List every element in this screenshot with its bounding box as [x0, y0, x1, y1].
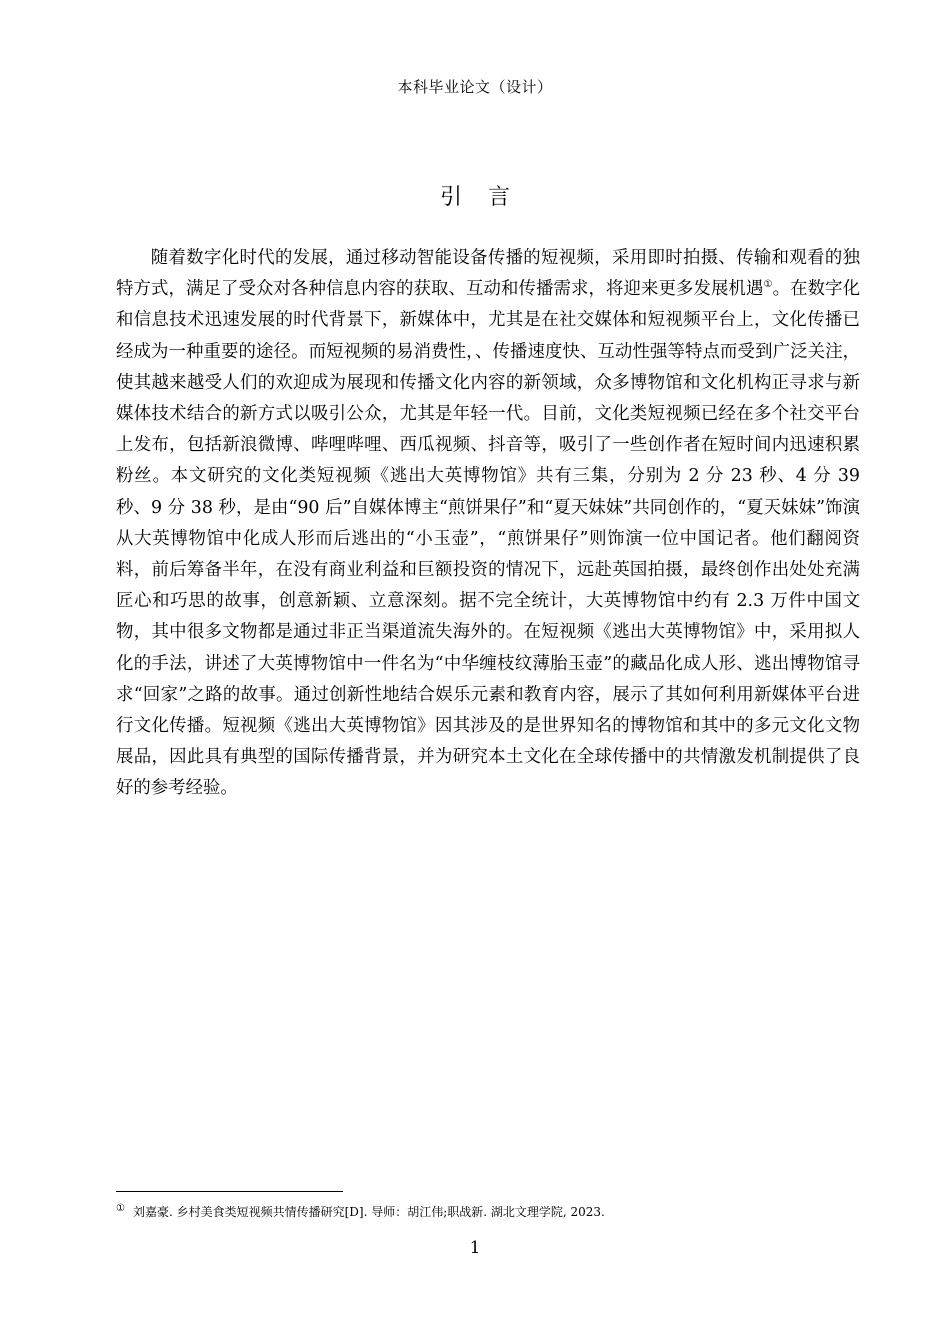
footnote-separator [116, 1191, 343, 1192]
footnote-text: 刘嘉豪. 乡村美食类短视频共情传播研究[D]. 导师：胡江伟;职战新. 湖北文理学院, 2023. [132, 1205, 605, 1219]
body-paragraph [116, 243, 860, 805]
page-number: 1 [469, 1238, 481, 1258]
running-header: 本科毕业论文（设计） [397, 78, 553, 96]
footnote-reference[interactable]: ① [763, 279, 773, 291]
body-text-part-2: 。在数字化和信息技术迅速发展的时代背景下，新媒体中，尤其是在社交媒体和短视频平台上，文化传播已经成为一种重要的途径。而短视频的易消费性，、传播速度快、互动性强等特点而受到广泛关注，使其越来越受人们的欢迎成为展现和传播文化内容的新领域，众多博物馆和文化机构正寻求与新媒体技术结合的新方式以吸引公众，尤其是年轻一代。目前，文化类短视频已经在多个社交平台上发布，包括新浪微博、哔哩哔哩、西瓜视频、抖音等，吸引了一些创作者在短时间内迅速积累粉丝。本文研究的文化类短视频《逃出大英博物馆》共有三集，分别为 2 分 23 秒、4 分 39 秒、9 分 38 秒，是由“90 后”自媒体博主“煎饼果仔”和“夏天妹妹”共同创作的，“夏天妹妹”饰演从大英博物馆中化成人形而后逃出的“小玉壶”，“煎饼果仔”则饰演一位中国记者。他们翻阅资料，前后筹备半年，在没有商业利益和巨额投资的情况下，远赴英国拍摄，最终创作出处处充满匠心和巧思的故事，创意新颖、立意深刻。据不完全统计，大英博物馆中约有 2.3 万件中国文物，其中很多文物都是通过非正当渠道流失海外的。在短视频《逃出大英博物馆》中，采用拟人化的手法，讲述了大英博物馆中一件名为“中华缠枝纹薄胎玉壶”的藏品化成人形、逃出博物馆寻求“回家”之路的故事。通过创新性地结合娱乐元素和教育内容，展示了其如何利用新媒体平台进行文化传播。短视频《逃出大英博物馆》因其涉及的是世界知名的博物馆和其中的多元文化文物展品，因此具有典型的国际传播背景，并为研究本土文化在全球传播中的共情激发机制提供了良好的参考经验。 [116, 279, 860, 799]
footnote-mark: ① [116, 1203, 125, 1214]
body-text-part-1: 随着数字化时代的发展，通过移动智能设备传播的短视频，采用即时拍摄、传输和观看的独特方式，满足了受众对各种信息内容的获取、互动和传播需求，将迎来更多发展机遇 [116, 248, 860, 300]
section-title: 引言 [439, 185, 536, 210]
footnote [116, 1203, 860, 1221]
